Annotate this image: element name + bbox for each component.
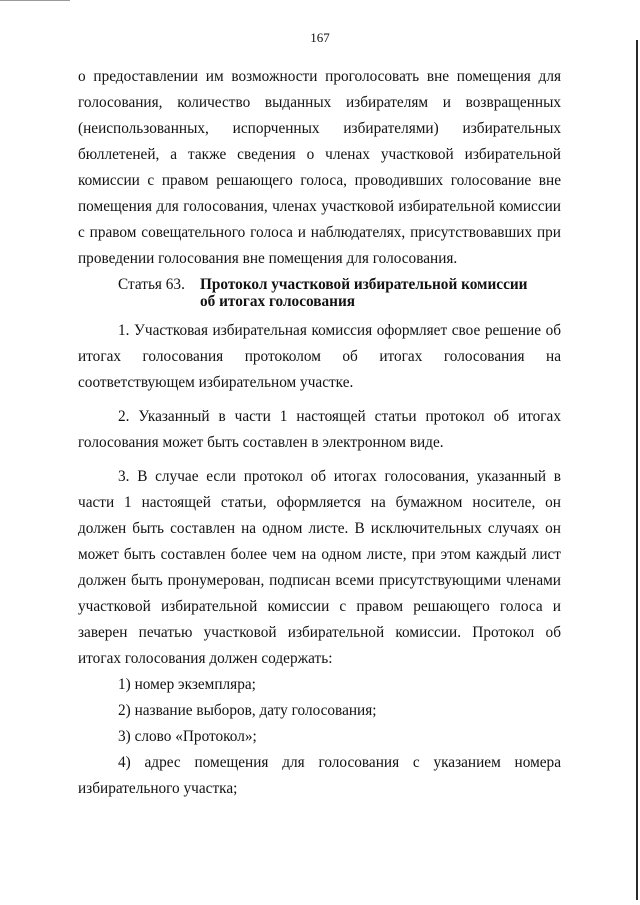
list-item-3: 3) слово «Протокол»; xyxy=(118,728,257,745)
scan-edge-right xyxy=(636,40,638,900)
article-title-line-2: об итогах голосования xyxy=(200,293,356,310)
list-item-4: 4) адрес помещения для голосования с указанием номера избирательного участка; xyxy=(78,754,561,797)
article-heading xyxy=(118,276,561,310)
paragraph-2: 2. Указанный в части 1 настоящей статьи протокол об итогах голосования может быть составлен в электронном виде. xyxy=(78,408,561,451)
page-number: 167 xyxy=(310,30,330,45)
article-title xyxy=(200,276,528,310)
list-item-2: 2) название выборов, дату голосования; xyxy=(118,702,377,719)
article-number: Статья 63. xyxy=(118,276,185,293)
document-body xyxy=(78,64,561,802)
paragraph-1: 1. Участковая избирательная комиссия оформляет свое решение об итогах голосования протоколом об итогах голосования на соответствующем избирательном участке. xyxy=(78,322,561,391)
list-item-1: 1) номер экземпляра; xyxy=(118,676,256,693)
continuation-paragraph: о предоставлении им возможности проголосовать вне помещения для голосования, количество выданных избирателям и возвращенных (неиспользованных, испорченных избирателями) избирательных бюллетеней, а также сведения о членах участковой избирательной комиссии с правом решающего голоса, проводивших голосование вне помещения для голосования, членах участковой избирательной комиссии с правом совещательного голоса и наблюдателях, присутствовавших при проведении голосования вне помещения для голосования. xyxy=(78,68,561,267)
article-title-line-1: Протокол участковой избирательной комиссии xyxy=(200,276,528,293)
scan-edge-top xyxy=(0,0,70,1)
paragraph-3: 3. В случае если протокол об итогах голосования, указанный в части 1 настоящей статьи, оформляется на бумажном носителе, он должен быть составлен на одном листе. В исключительных случаях он может быть составлен более чем на одном листе, при этом каждый лист должен быть пронумерован, подписан всеми присутствующими членами участковой избирательной комиссии с правом решающего голоса и заверен печатью участковой избирательной комиссии. Протокол об итогах голосования должен содержать: xyxy=(78,468,561,667)
